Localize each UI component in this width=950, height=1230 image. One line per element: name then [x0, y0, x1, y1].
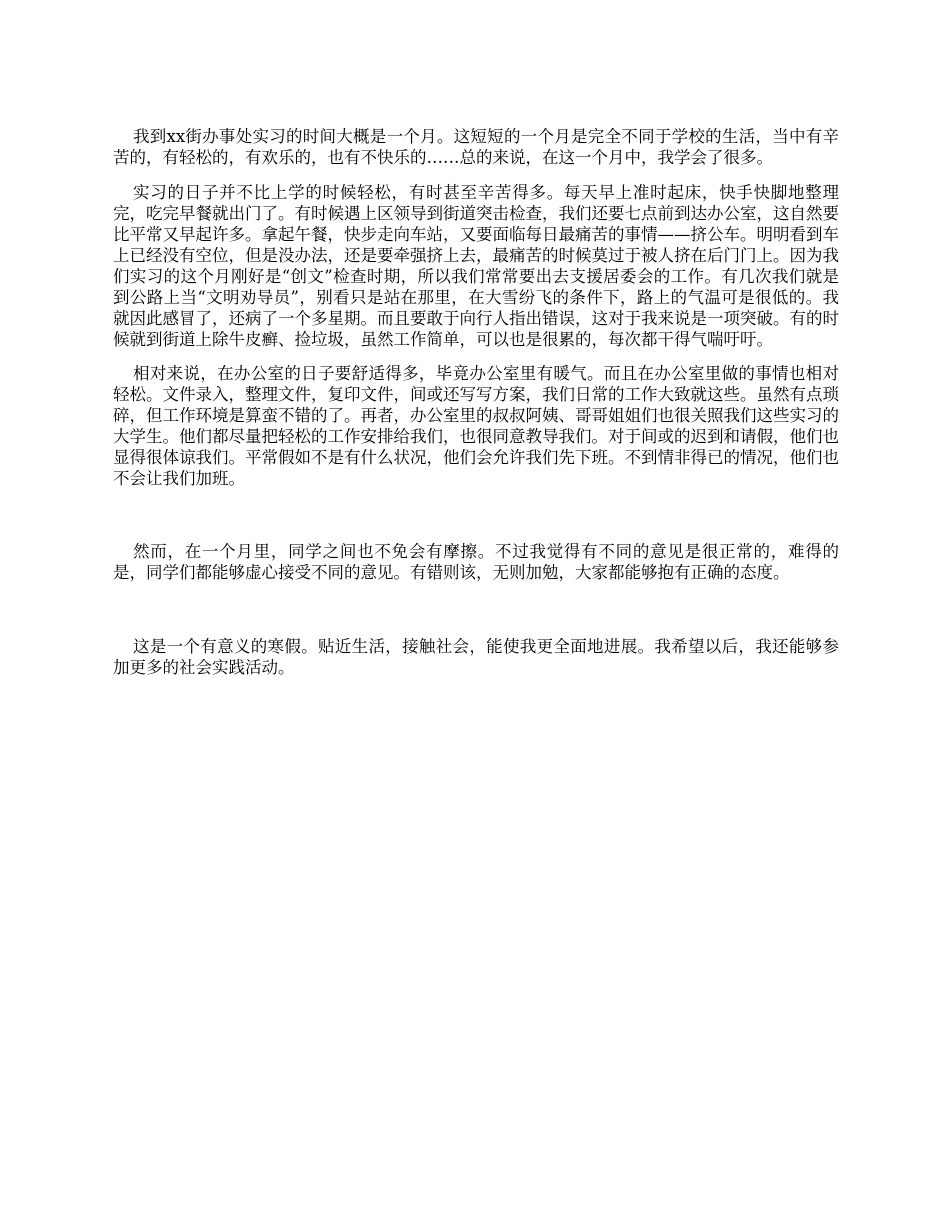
paragraph-4: 然而，在一个月里，同学之间也不免会有摩擦。不过我觉得有不同的意见是很正常的，难得的是，同学们都能够虚心接受不同的意见。有错则该，无则加勉，大家都能够抱有正确的态度。 [113, 542, 839, 582]
paragraph-5: 这是一个有意义的寒假。贴近生活，接触社会，能使我更全面地进展。我希望以后，我还能够参加更多的社会实践活动。 [113, 637, 839, 677]
paragraph-2: 实习的日子并不比上学的时候轻松，有时甚至辛苦得多。每天早上准时起床，快手快脚地整理完，吃完早餐就出门了。有时候遇上区领导到街道突击检查，我们还要七点前到达办公室，这自然要比平常又早起许多。拿起午餐，快步走向车站，又要面临每日最痛苦的事情——挤公车。明明看到车上已经没有空位，但是没办法，还是要牵强挤上去，最痛苦的时候莫过于被人挤在后门门上。因为我们实习的这个月刚好是“创文”检查时期，所以我们常常要出去支援居委会的工作。有几次我们就是到公路上当“文明劝导员”，别看只是站在那里，在大雪纷飞的条件下，路上的气温可是很低的。我就因此感冒了，还病了一个多星期。而且要敢于向行人指出错误，这对于我来说是一项突破。有的时候就到街道上除牛皮癣、捡垃圾，虽然工作简单，可以也是很累的，每次都干得气喘吁吁。 [113, 183, 839, 349]
paragraph-1: 我到xx街办事处实习的时间大概是一个月。这短短的一个月是完全不同于学校的生活，当中有辛苦的，有轻松的，有欢乐的，也有不快乐的……总的来说，在这一个月中，我学会了很多。 [113, 127, 839, 167]
paragraph-3: 相对来说，在办公室的日子要舒适得多，毕竟办公室里有暖气。而且在办公室里做的事情也相对轻松。文件录入，整理文件，复印文件，间或还写写方案，我们日常的工作大致就这些。虽然有点琐碎，但工作环境是算蛮不错的了。再者，办公室里的叔叔阿姨、哥哥姐姐们也很关照我们这些实习的大学生。他们都尽量把轻松的工作安排给我们，也很同意教导我们。对于间或的迟到和请假，他们也显得很体谅我们。平常假如不是有什么状况，他们会允许我们先下班。不到情非得已的情况，他们也不会让我们加班。 [113, 364, 839, 488]
document-body [113, 126, 839, 678]
